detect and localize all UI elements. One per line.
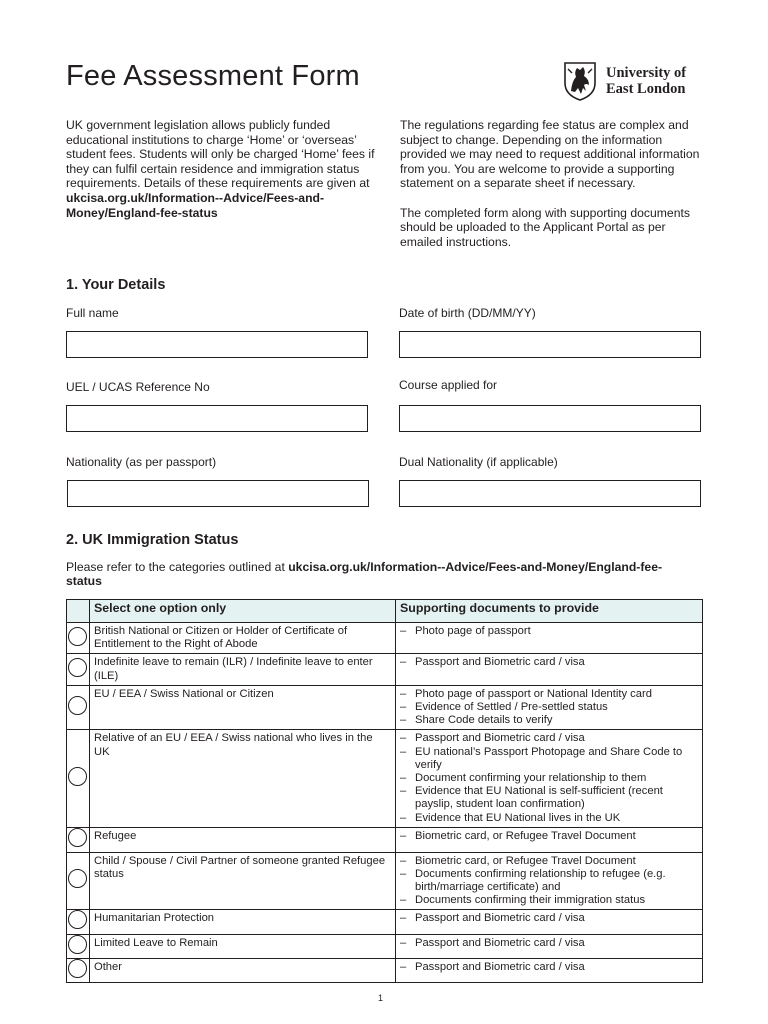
radio-eu-eea-swiss[interactable] (68, 696, 87, 715)
intro-left-text: UK government legislation allows publicly funded educational institutions to charge ‘Home’ or ‘overseas’ student fees. Students will only be charged ‘Home’ fees if they can fulfil certain residence and immigration status requirements. Details of these requirements are given at (66, 118, 375, 191)
table-row (67, 934, 703, 958)
dob-field[interactable] (399, 331, 701, 358)
immigration-status-table (66, 599, 703, 983)
radio-limited-leave[interactable] (68, 935, 87, 954)
table-row (67, 910, 703, 934)
doc-item: – Passport and Biometric card / visa (400, 732, 698, 745)
option-label: Refugee (90, 828, 396, 852)
docs-cell (396, 910, 703, 934)
radio-other[interactable] (68, 959, 87, 978)
radio-ilr-ile[interactable] (68, 658, 87, 677)
full-name-label: Full name (66, 306, 119, 320)
option-label: British National or Citizen or Holder of Certificate of Entitlement to the Right of Abode (90, 623, 396, 654)
radio-cell (67, 910, 90, 934)
intro-left (66, 118, 384, 220)
doc-item: – Photo page of passport (400, 625, 698, 638)
docs-cell (396, 730, 703, 828)
dual-nationality-field[interactable] (399, 480, 701, 507)
doc-item: – Share Code details to verify (400, 714, 698, 727)
full-name-field[interactable] (66, 331, 368, 358)
section-2-heading: 2. UK Immigration Status (66, 532, 239, 548)
refer-text: Please refer to the categories outlined at (66, 560, 285, 574)
docs-cell (396, 828, 703, 852)
radio-cell (67, 828, 90, 852)
doc-item: – Document confirming your relationship to them (400, 772, 698, 785)
course-field[interactable] (399, 405, 701, 432)
logo-line-2: East London (606, 81, 686, 97)
header-select-option: Select one option only (90, 600, 396, 623)
docs-cell (396, 934, 703, 958)
reference-field[interactable] (66, 405, 368, 432)
dual-nationality-label: Dual Nationality (if applicable) (399, 455, 558, 469)
option-label: Humanitarian Protection (90, 910, 396, 934)
table-row (67, 958, 703, 982)
section-2-refer (66, 560, 686, 588)
docs-cell (396, 623, 703, 654)
radio-humanitarian[interactable] (68, 910, 87, 929)
docs-cell (396, 958, 703, 982)
option-label: EU / EEA / Swiss National or Citizen (90, 685, 396, 730)
course-label: Course applied for (399, 378, 498, 392)
intro-right-para-2: The completed form along with supporting documents should be uploaded to the Applicant Portal as per emailed instructions. (400, 205, 690, 249)
option-label: Indefinite leave to remain (ILR) / Indefinite leave to enter (ILE) (90, 654, 396, 685)
option-label: Limited Leave to Remain (90, 934, 396, 958)
lion-crest-icon (562, 61, 598, 101)
doc-item: – Passport and Biometric card / visa (400, 937, 698, 950)
radio-cell (67, 685, 90, 730)
radio-refugee[interactable] (68, 828, 87, 847)
dob-label: Date of birth (DD/MM/YY) (399, 306, 536, 320)
table-row (67, 654, 703, 685)
doc-item: – Biometric card, or Refugee Travel Document (400, 855, 698, 868)
ukcisa-link[interactable]: ukcisa.org.uk/Information--Advice/Fees-and-Money/England-fee-status (66, 190, 325, 220)
section-1-heading: 1. Your Details (66, 277, 166, 293)
table-header-row (67, 600, 703, 623)
doc-item: – Evidence of Settled / Pre-settled status (400, 701, 698, 714)
doc-item: – Evidence that EU National is self-sufficient (recent payslip, student loan confirmation) (400, 785, 698, 811)
table-row (67, 828, 703, 852)
university-logo (562, 61, 707, 103)
logo-line-1: University of (606, 65, 687, 81)
doc-item: – Evidence that EU National lives in the UK (400, 812, 698, 825)
radio-cell (67, 934, 90, 958)
doc-item: – Documents confirming relationship to refugee (e.g. birth/marriage certificate) and (400, 868, 698, 894)
docs-cell (396, 852, 703, 910)
header-supporting-docs: Supporting documents to provide (396, 600, 703, 623)
intro-right (400, 118, 710, 249)
table-row (67, 623, 703, 654)
doc-item: – Passport and Biometric card / visa (400, 961, 698, 974)
radio-cell (67, 654, 90, 685)
radio-cell (67, 958, 90, 982)
doc-item: – Documents confirming their immigration status (400, 894, 698, 907)
doc-item: – Biometric card, or Refugee Travel Document (400, 830, 698, 843)
doc-item: – Passport and Biometric card / visa (400, 656, 698, 669)
radio-cell (67, 852, 90, 910)
page-number: 1 (378, 993, 384, 1003)
radio-cell (67, 623, 90, 654)
doc-item: – EU national’s Passport Photopage and Share Code to verify (400, 746, 698, 772)
nationality-label: Nationality (as per passport) (66, 455, 217, 469)
radio-refugee-family[interactable] (68, 869, 87, 888)
table-row (67, 730, 703, 828)
nationality-field[interactable] (67, 480, 369, 507)
option-label: Child / Spouse / Civil Partner of someone granted Refugee status (90, 852, 396, 910)
page-title: Fee Assessment Form (66, 60, 360, 92)
doc-item: – Photo page of passport or National Identity card (400, 688, 698, 701)
table-row (67, 685, 703, 730)
header-blank-cell (67, 600, 90, 623)
intro-right-para-1: The regulations regarding fee status are complex and subject to change. Depending on the information provided we may need to request additional information from you. You are welcome to provide a supporting statement on a separate sheet if necessary. (400, 118, 700, 191)
radio-eu-relative[interactable] (68, 767, 87, 786)
option-label: Other (90, 958, 396, 982)
doc-item: – Passport and Biometric card / visa (400, 912, 698, 925)
table-row (67, 852, 703, 910)
reference-label: UEL / UCAS Reference No (66, 380, 210, 394)
docs-cell (396, 654, 703, 685)
docs-cell (396, 685, 703, 730)
radio-cell (67, 730, 90, 828)
option-label: Relative of an EU / EEA / Swiss national who lives in the UK (90, 730, 396, 828)
radio-british-national[interactable] (68, 627, 87, 646)
ukcisa-link-2[interactable]: ukcisa.org.uk/Information--Advice/Fees-and-Money/England-fee-status (66, 560, 663, 588)
